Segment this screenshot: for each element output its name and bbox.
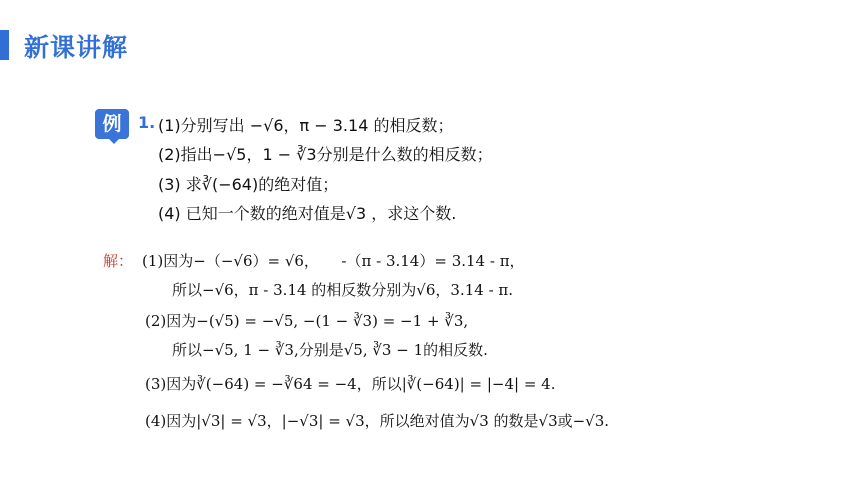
solution-label: 解：: [103, 252, 134, 270]
question-1: (1)分别写出 −√6，π − 3.14 的相反数；: [158, 116, 454, 135]
title-accent-bar: [0, 30, 9, 60]
question-2: (2)指出−√5，1 − ∛3分别是什么数的相反数；: [158, 145, 493, 164]
question-4: (4) 已知一个数的绝对值是√3 ，求这个数.: [158, 204, 457, 223]
example-badge-tail: [108, 138, 120, 144]
question-3: (3) 求∛(−64)的绝对值；: [158, 175, 339, 194]
solution-line-4: 所以−√5, 1 − ∛3,分别是√5, ∛3 − 1的相反数.: [172, 341, 488, 359]
solution-line-6: (4)因为|√3| = √3，|−√3| = √3，所以绝对值为√3 的数是√3或−√3.: [145, 412, 610, 430]
example-badge: 例: [95, 109, 129, 139]
page-title: 新课讲解: [24, 33, 129, 62]
example-number: 1.: [138, 113, 156, 132]
solution-line-1: (1)因为−（−√6）= √6， -（π - 3.14）= 3.14 - π，: [142, 252, 525, 270]
solution-line-2: 所以−√6，π - 3.14 的相反数分别为√6，3.14 - π.: [172, 281, 514, 299]
solution-line-5: (3)因为∛(−64) = −∛64 = −4，所以|∛(−64)| = |−4| = 4.: [145, 375, 556, 393]
solution-line-3: (2)因为−(√5) = −√5, −(1 − ∛3) = −1 + ∛3,: [145, 312, 469, 330]
